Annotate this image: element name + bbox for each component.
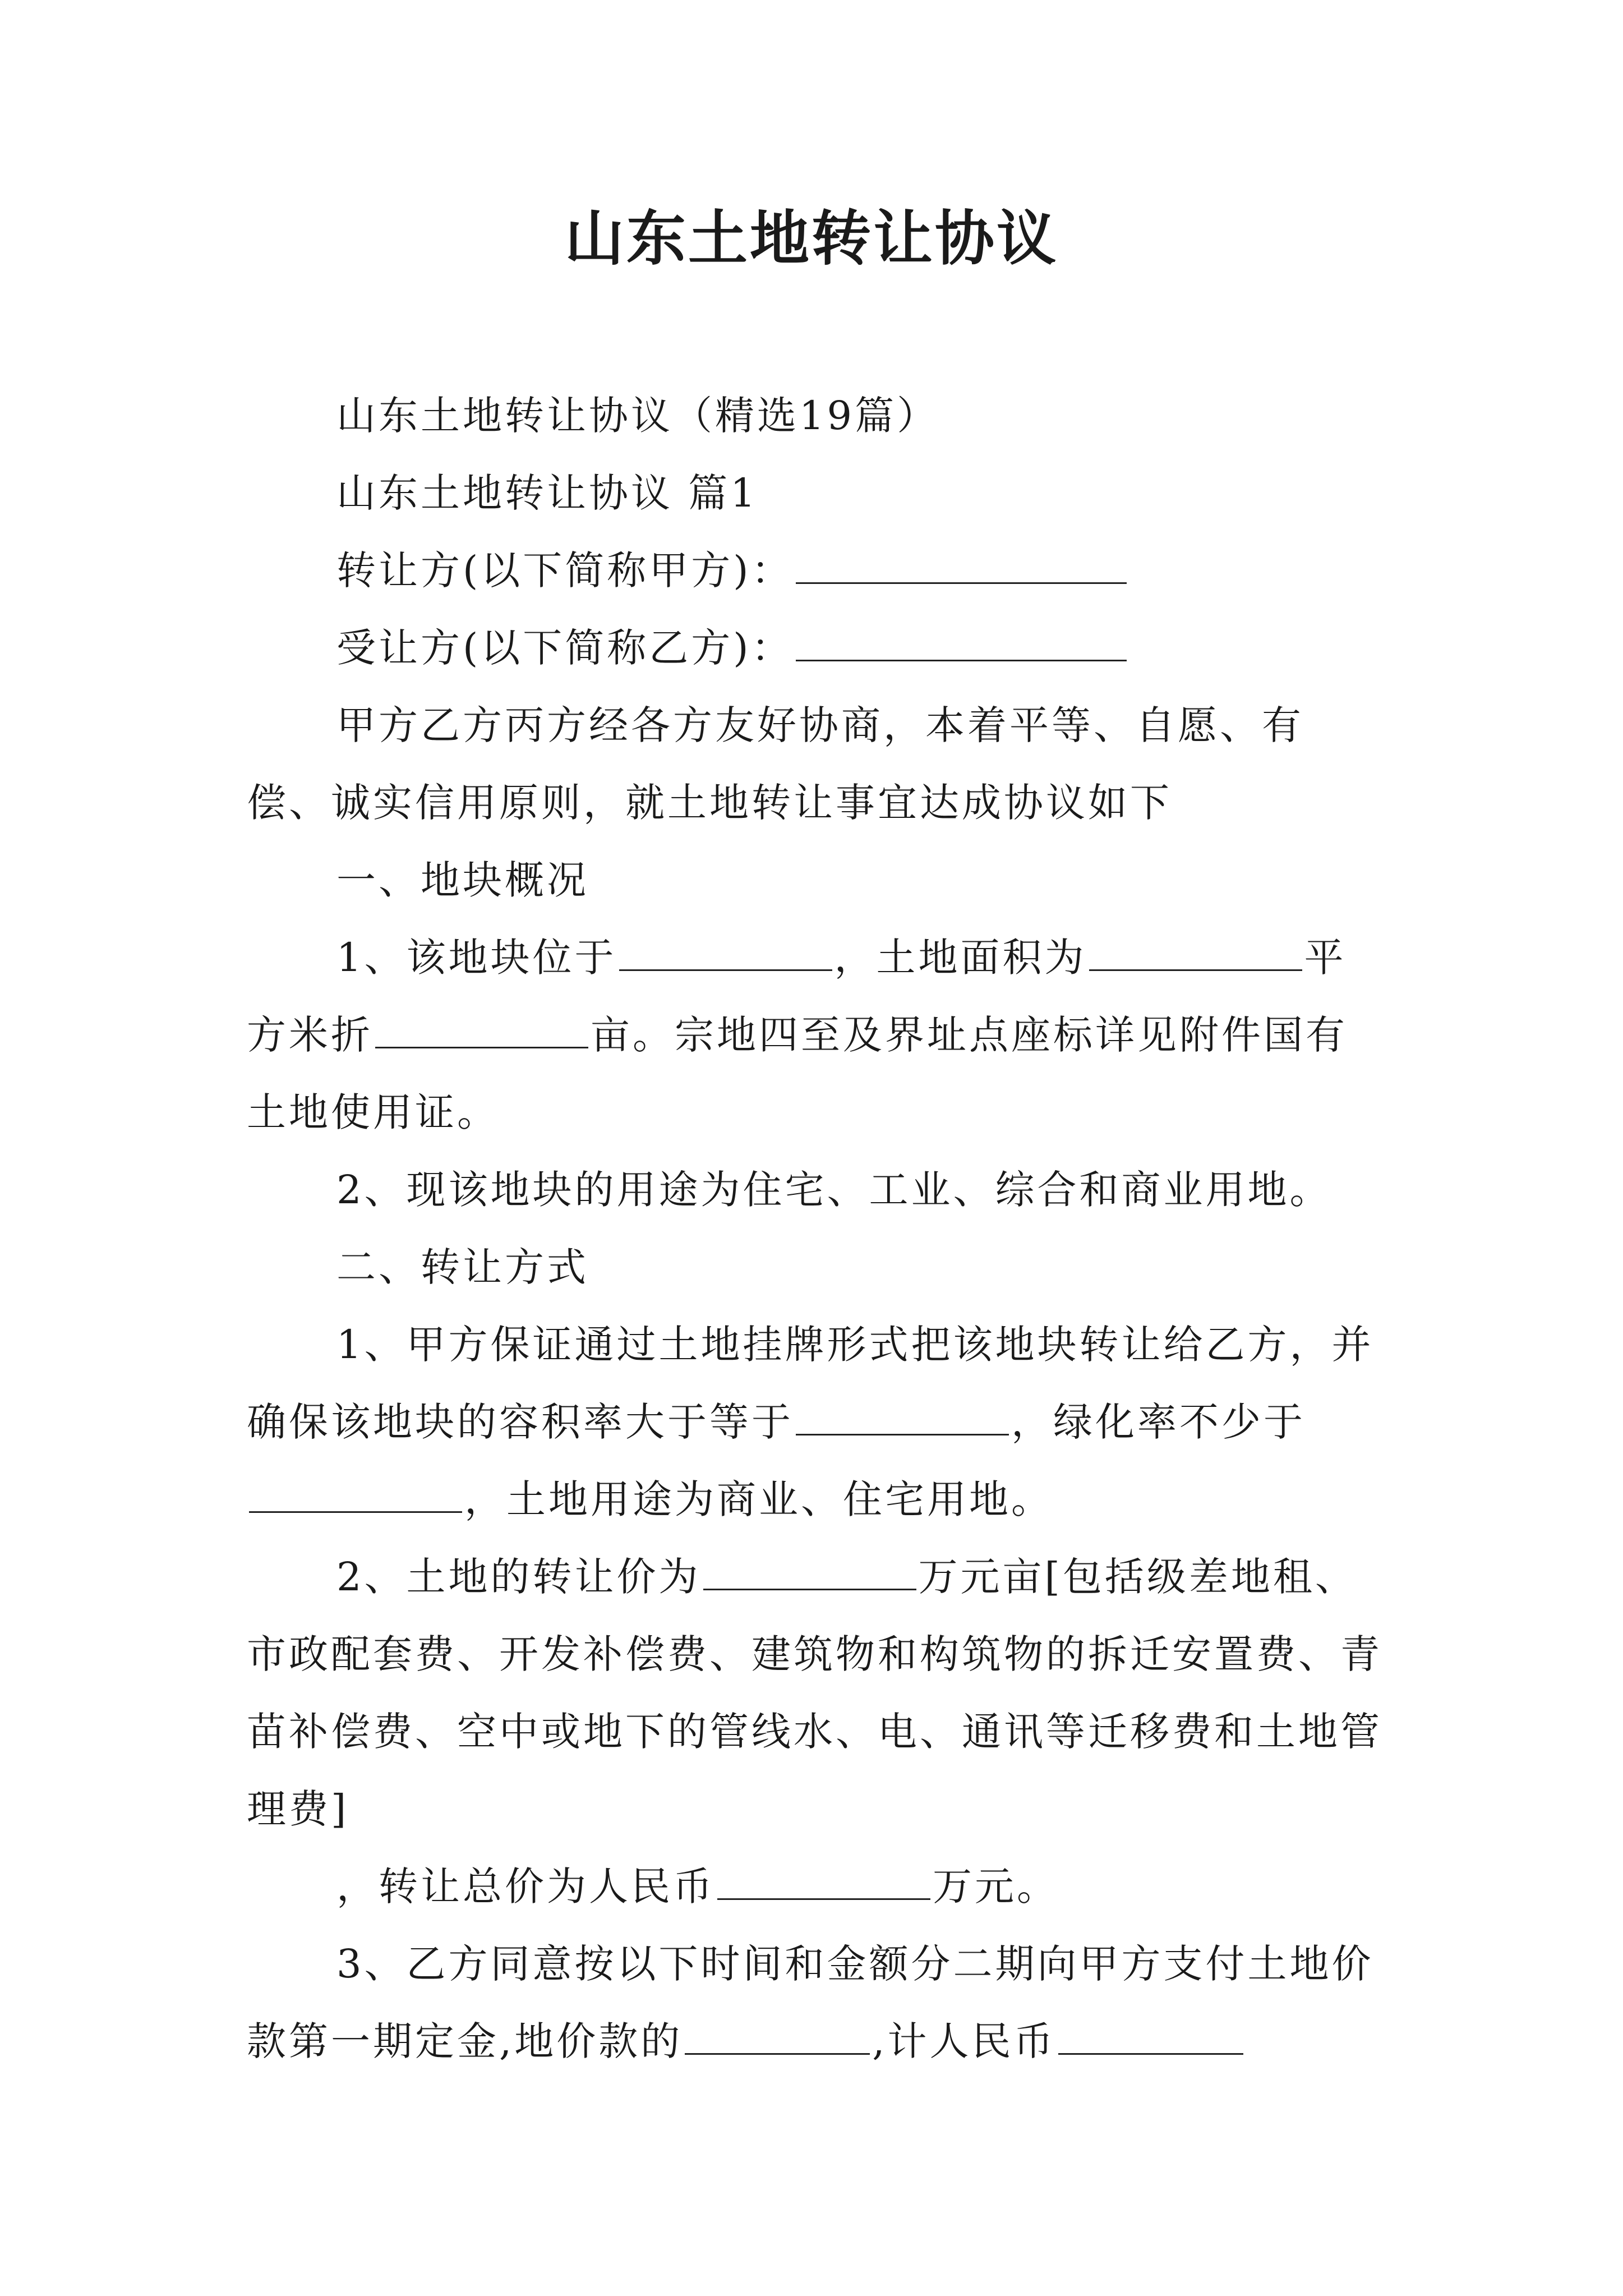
- subtitle-line: 山东土地转让协议（精选19篇）: [336, 393, 939, 439]
- total-price-paragraph: [247, 1848, 1385, 1925]
- mu-blank: [375, 1010, 588, 1048]
- section-heading-1: 山东土地转让协议 篇1: [336, 470, 758, 516]
- text-fragment: 3、乙方同意按以下时间和金额分二期向甲方支付土地价款第一期定金,地价款的: [247, 1941, 1374, 2064]
- document-body: [247, 377, 1385, 2080]
- total-price-blank: [717, 1861, 930, 1900]
- heading-transfer-method: 二、转让方式: [336, 1244, 589, 1290]
- area-blank: [1089, 932, 1302, 971]
- transferee-line: [247, 609, 1385, 687]
- text-fragment: 万元亩[包括级差地租、市政配套费、开发补偿费、建筑物和构筑物的拆迁安置费、青苗补偿费、空中或地下的管线水、电、通讯等迁移费和土地管理费]: [247, 1554, 1382, 1832]
- heading-land-overview: 一、地块概况: [336, 857, 589, 903]
- price-paragraph: [247, 1538, 1385, 1848]
- text-fragment: 1、甲方保证通过土地挂牌形式把该地块转让给乙方，并确保该地块的容积率大于等于: [247, 1322, 1374, 1445]
- text-fragment: ，绿化率不少于: [1011, 1399, 1306, 1445]
- listing-paragraph: [247, 1306, 1385, 1538]
- deposit-ratio-blank: [685, 2016, 870, 2055]
- green-rate-blank: [249, 1474, 462, 1513]
- unit-price-blank: [703, 1552, 916, 1590]
- text-fragment: ，土地用途为商业、住宅用地。: [464, 1476, 1053, 1522]
- text-fragment: ，土地面积为: [834, 935, 1087, 981]
- payment-paragraph: [247, 1925, 1385, 2080]
- document-title: 山东土地转让协议: [565, 203, 1058, 273]
- transferor-line: [247, 532, 1385, 609]
- location-blank: [619, 932, 832, 971]
- text-fragment: 万元。: [933, 1864, 1059, 1910]
- text-fragment: 1、该地块位于: [336, 935, 617, 981]
- transferor-blank: [796, 545, 1127, 584]
- preamble-paragraph: 甲方乙方丙方经各方友好协商，本着平等、自愿、有偿、诚实信用原则，就土地转让事宜达成协议如下: [247, 702, 1304, 826]
- deposit-amount-blank: [1058, 2016, 1243, 2055]
- land-use-paragraph: 2、现该地块的用途为住宅、工业、综合和商业用地。: [336, 1167, 1332, 1213]
- text-fragment: 亩。宗地四至及界址点座标详见附件国有土地使用证。: [247, 1012, 1348, 1135]
- text-fragment: 2、土地的转让价为: [336, 1554, 701, 1600]
- land-location-paragraph: [247, 919, 1385, 1151]
- text-fragment: 平方米折: [247, 935, 1347, 1058]
- transferor-label: 转让方(以下简称甲方)：: [336, 547, 794, 593]
- text-fragment: ，转让总价为人民币: [336, 1864, 715, 1910]
- transferee-blank: [796, 623, 1127, 661]
- text-fragment: ,计人民币: [872, 2018, 1056, 2064]
- plot-ratio-blank: [796, 1397, 1009, 1435]
- transferee-label: 受让方(以下简称乙方)：: [336, 625, 794, 671]
